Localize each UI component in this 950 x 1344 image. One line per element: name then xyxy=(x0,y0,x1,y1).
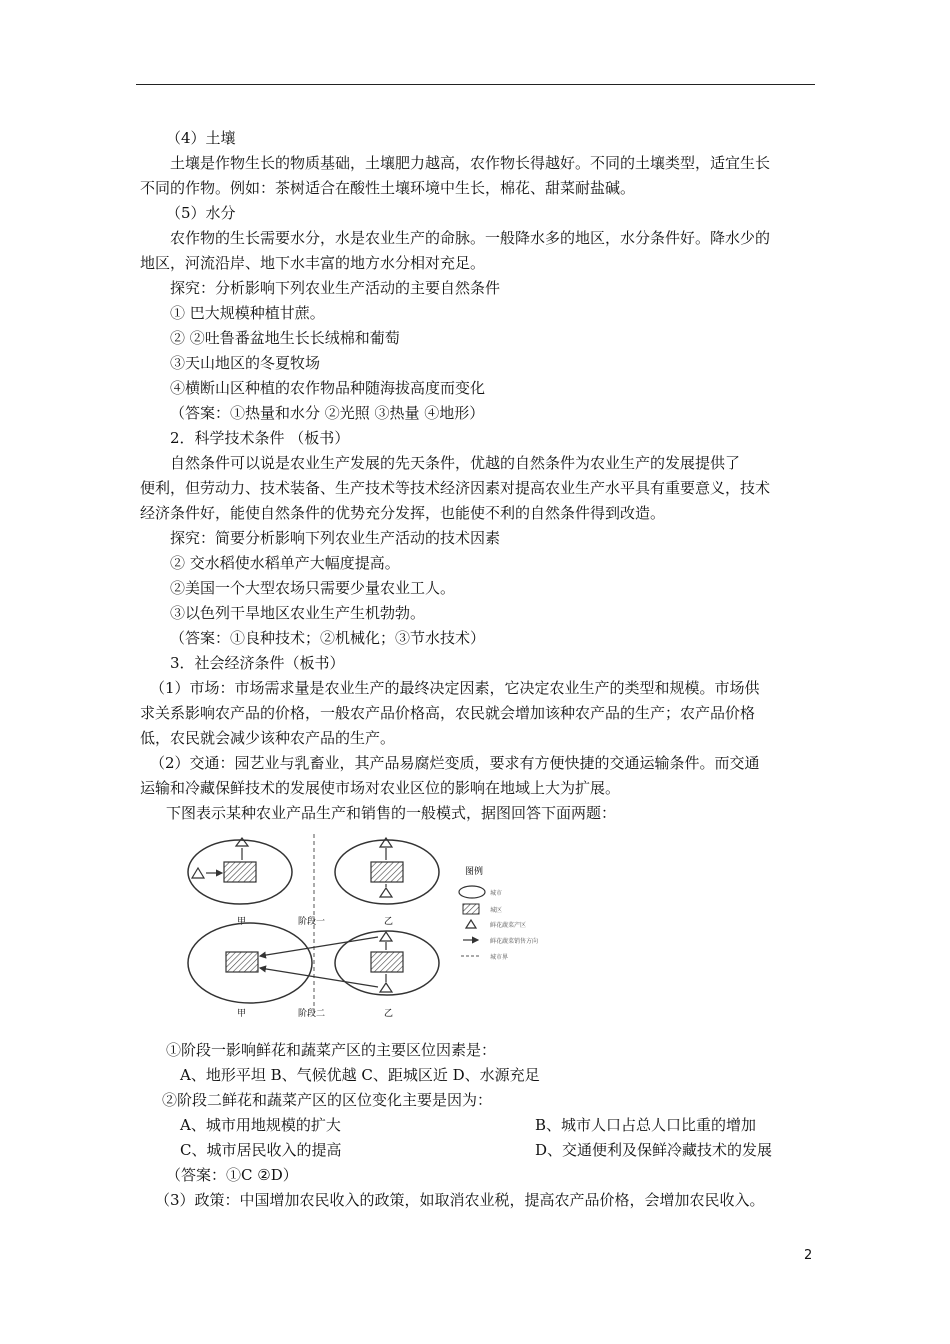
agriculture-location-diagram xyxy=(180,832,540,1027)
section-heading: 3．社会经济条件（板书） xyxy=(170,654,345,672)
paragraph-line: 经济条件好，能使自然条件的优势充分发挥，也能使不利的自然条件得到改造。 xyxy=(140,504,666,522)
answer-line: （答案：①热量和水分 ②光照 ③热量 ④地形） xyxy=(170,404,485,422)
paragraph-line: 求关系影响农产品的价格，一般农产品价格高，农民就会增加该种农产品的生产；农产品价格 xyxy=(140,704,756,722)
produce-area-icon xyxy=(192,868,204,878)
inquiry-heading: 探究：分析影响下列农业生产活动的主要自然条件 xyxy=(170,279,501,297)
legend-sales: 鲜花蔬菜销售方向 xyxy=(490,938,539,945)
section-heading: 2．科学技术条件 （板书） xyxy=(170,429,350,447)
paragraph-line: 低，农民就会减少该种农产品的生产。 xyxy=(140,729,396,747)
question-1: ①阶段一影响鲜花和蔬菜产区的主要区位因素是： xyxy=(166,1041,497,1059)
question-1-options: A、地形平坦 B、气候优越 C、距城区近 D、水源充足 xyxy=(180,1066,540,1084)
answer-line: （答案：①C ②D） xyxy=(166,1166,298,1184)
produce-area-icon xyxy=(236,838,248,846)
paragraph-line: 农作物的生长需要水分，水是农业生产的命脉。一般降水多的地区，水分条件好。降水少的 xyxy=(170,229,771,247)
paragraph-line: （1）市场：市场需求量是农业生产的最终决定因素，它决定农业生产的类型和规模。市场供 xyxy=(150,679,760,697)
list-item: ④横断山区种植的农作物品种随海拔高度而变化 xyxy=(170,379,486,397)
option-b: B、城市人口占总人口比重的增加 xyxy=(535,1116,757,1134)
urban-area xyxy=(371,952,403,972)
list-item: ②美国一个大型农场只需要少量农业工人。 xyxy=(170,579,456,597)
paragraph-line: 运输和冷藏保鲜技术的发展使市场对农业区位的影响在地域上大为扩展。 xyxy=(140,779,621,797)
figure-intro: 下图表示某种农业产品生产和销售的一般模式，据图回答下面两题： xyxy=(166,804,617,822)
page-number: 2 xyxy=(804,1248,813,1263)
produce-area-icon xyxy=(380,983,392,992)
paragraph-line: 地区，河流沿岸、地下水丰富的地方水分相对充足。 xyxy=(140,254,486,272)
produce-area-icon xyxy=(380,888,392,897)
paragraph-line: 土壤是作物生长的物质基础，土壤肥力越高，农作物长得越好。不同的土壤类型，适宜生长 xyxy=(170,154,771,172)
sales-direction-arrow xyxy=(260,937,378,956)
header-rule xyxy=(136,84,815,85)
legend-city: 城市 xyxy=(490,890,503,897)
option-c: C、城市居民收入的提高 xyxy=(180,1141,342,1159)
label-jia: 甲 xyxy=(237,1009,247,1019)
urban-area xyxy=(371,862,403,882)
legend-produce: 鲜花蔬菜产区 xyxy=(490,922,527,929)
label-stage-two: 阶段二 xyxy=(298,1009,326,1019)
label-yi: 乙 xyxy=(384,1009,394,1019)
inquiry-heading: 探究：简要分析影响下列农业生产活动的技术因素 xyxy=(170,529,501,547)
paragraph-line: 自然条件可以说是农业生产发展的先天条件，优越的自然条件为农业生产的发展提供了 xyxy=(170,454,741,472)
label-jia: 甲 xyxy=(237,917,247,927)
paragraph-line: 便利，但劳动力、技术装备、生产技术等技术经济因素对提高农业生产水平具有重要意义，技术 xyxy=(140,479,771,497)
list-item: ② ②吐鲁番盆地生长长绒棉和葡萄 xyxy=(170,329,400,347)
paragraph-line: 不同的作物。例如：茶树适合在酸性土壤环境中生长，棉花、甜菜耐盐碱。 xyxy=(140,179,636,197)
list-item: ① 巴大规模种植甘蔗。 xyxy=(170,304,325,322)
legend-boundary: 城市界 xyxy=(490,954,509,961)
sales-direction-arrow xyxy=(260,968,378,987)
option-a: A、城市用地规模的扩大 xyxy=(180,1116,341,1134)
paragraph-line: （3）政策：中国增加农民收入的政策，如取消农业税，提高农产品价格，会增加农民收入。 xyxy=(155,1191,765,1209)
label-stage-one: 阶段一 xyxy=(298,917,326,927)
option-d: D、交通便利及保鲜冷藏技术的发展 xyxy=(535,1141,773,1159)
answer-line: （答案：①良种技术；②机械化；③节水技术） xyxy=(170,629,486,647)
paragraph-line: （2）交通：园艺业与乳畜业，其产品易腐烂变质，要求有方便快捷的交通运输条件。而交通 xyxy=(150,754,760,772)
legend-title: 图例 xyxy=(465,867,484,877)
heading-soil: （4）土壤 xyxy=(166,129,236,147)
label-yi: 乙 xyxy=(384,917,394,927)
heading-water: （5）水分 xyxy=(166,204,236,222)
legend-urban: 城区 xyxy=(490,907,503,914)
list-item: ② 交水稻使水稻单产大幅度提高。 xyxy=(170,554,400,572)
urban-area xyxy=(226,952,258,972)
urban-area xyxy=(224,862,256,882)
produce-area-icon xyxy=(380,932,392,941)
question-2: ②阶段二鲜花和蔬菜产区的区位变化主要是因为： xyxy=(162,1091,493,1109)
list-item: ③天山地区的冬夏牧场 xyxy=(170,354,321,372)
list-item: ③以色列干旱地区农业生产生机勃勃。 xyxy=(170,604,426,622)
